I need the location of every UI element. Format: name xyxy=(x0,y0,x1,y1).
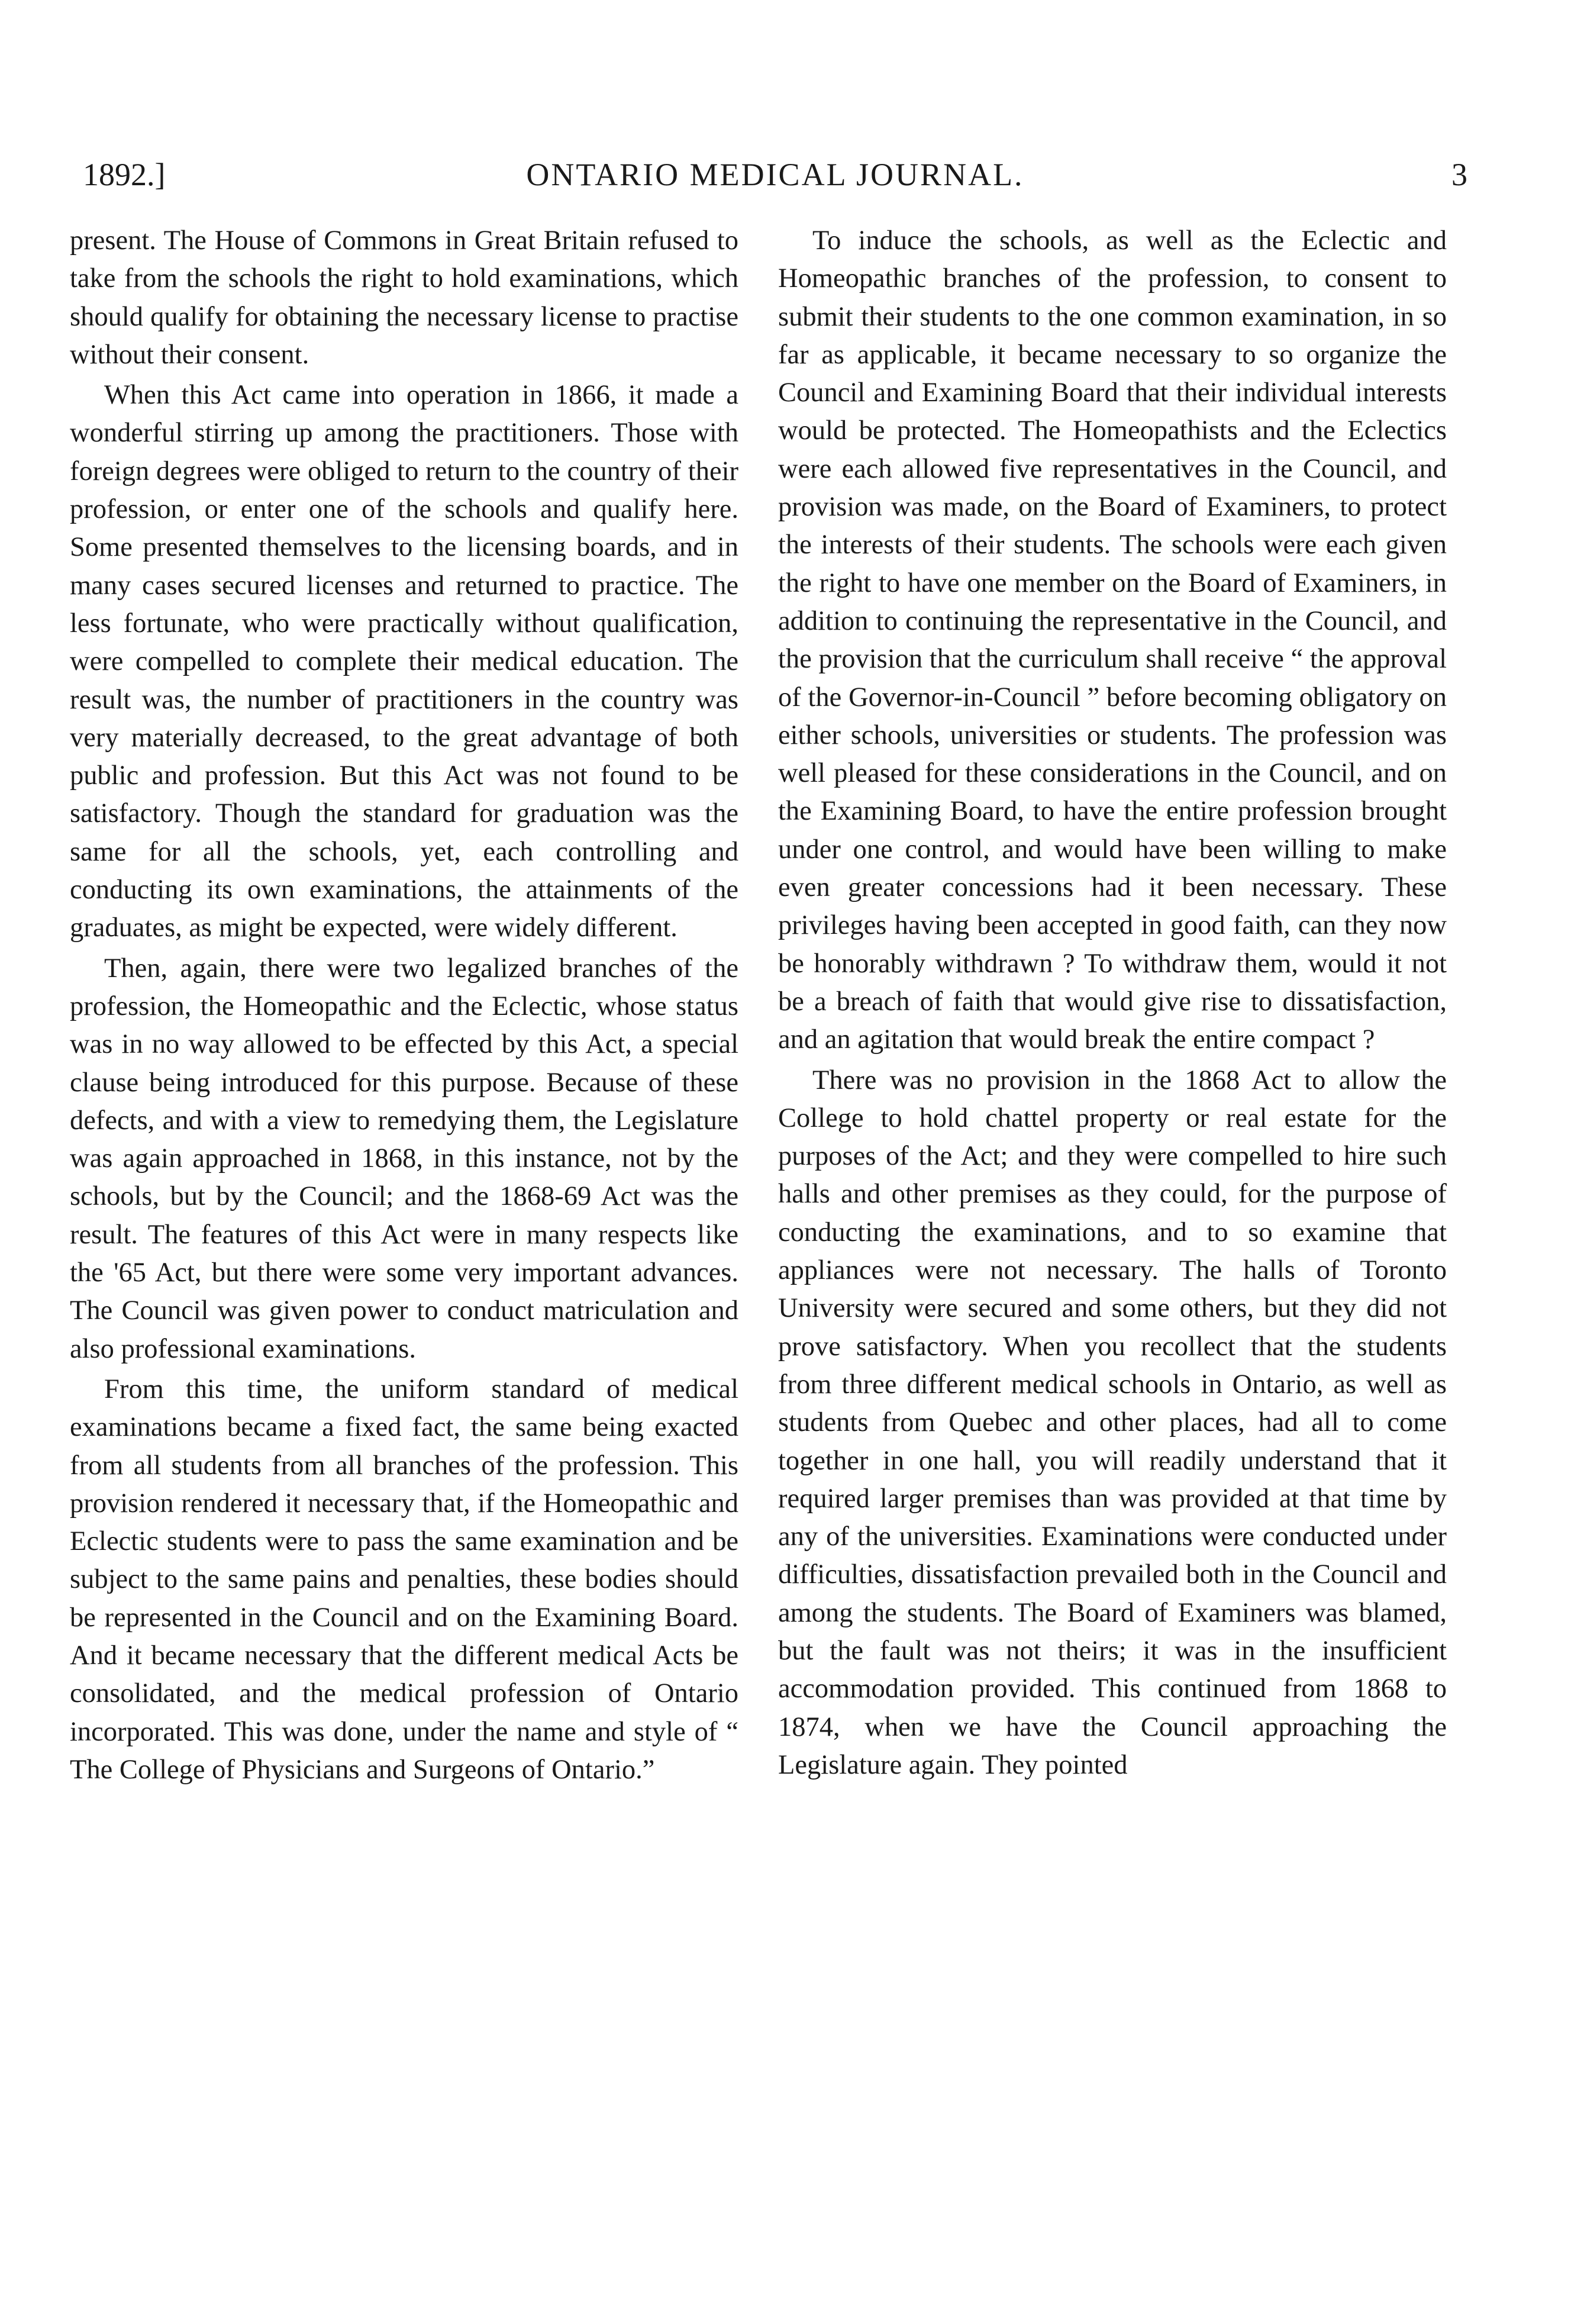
right-column xyxy=(778,222,1447,1784)
left-paragraph-3: Then, again, there were two legalized branches of the profession, the Homeopathic and the Eclectic, whose status was in no way allowed to be effected by this Act, a special clause being introduced for this purpose. Because of these defects, and with a view to remedying them, the Legislature was again approached in 1868, in this instance, not by the schools, but by the Council; and the 1868-69 Act was the result. The features of this Act were in many respects like the '65 Act, but there were some very important advances. The Council was given power to conduct matriculation and also professional examinations. xyxy=(70,953,738,1364)
page-number: 3 xyxy=(1451,157,1467,192)
running-head xyxy=(83,151,1467,198)
left-column xyxy=(70,222,738,1789)
left-paragraph-1: present. The House of Commons in Great Britain refused to take from the schools the right to hold examinations, which should qualify for obtaining the necessary license to practise without their consent. xyxy=(70,225,738,370)
journal-title: ONTARIO MEDICAL JOURNAL. xyxy=(526,157,1024,192)
right-paragraph-1: To induce the schools, as well as the Eclectic and Homeopathic branches of the profession, to consent to submit their students to the one common examination, in so far as applicable, it became necessary to so organize the Council and Examining Board that their individual interests would be protected. The Homeopathists and the Eclectics were each allowed five representatives in the Council, and provision was made, on the Board of Examiners, to protect the interests of their students. The schools were each given the right to have one member on the Board of Examiners, in addition to continuing the representative in the Council, and the provision that the curriculum shall receive “ the approval of the Governor-in-Council ” before becoming obligatory on either schools, universities or students. The profession was well pleased for these considerations in the Council, and on the Examining Board, to have the entire profession brought under one control, and would have been willing to make even greater concessions had it been necessary. These privileges having been accepted in good faith, can they now be honorably withdrawn ? To withdraw them, would it not be a breach of faith that would give rise to dissatisfaction, and an agitation that would break the entire compact ? xyxy=(778,225,1447,1055)
left-paragraph-2: When this Act came into operation in 1866, it made a wonderful stirring up among the practitioners. Those with foreign degrees were obliged to return to the country of their profession, or enter one of the schools and qualify here. Some presented themselves to the licensing boards, and in many cases secured licenses and returned to practice. The less fortunate, who were practically without qualification, were compelled to complete their medical education. The result was, the number of practitioners in the country was very materially decreased, to the great advantage of both public and profession. But this Act was not found to be satisfactory. Though the standard for graduation was the same for all the schools, yet, each controlling and conducting its own examinations, the attainments of the graduates, as might be expected, were widely different. xyxy=(70,380,738,943)
header-year: 1892.] xyxy=(83,157,166,192)
left-paragraph-4: From this time, the uniform standard of medical examinations became a fixed fact, the same being exacted from all students from all branches of the profession. This provision rendered it necessary that, if the Homeopathic and Eclectic students were to pass the same examination and be subject to the same pains and penalties, these bodies should be represented in the Council and on the Examining Board. And it became necessary that the different medical Acts be consolidated, and the medical profession of Ontario incorporated. This was done, under the name and style of “ The College of Physicians and Surgeons of Ontario.” xyxy=(70,1374,738,1785)
right-paragraph-2: There was no provision in the 1868 Act to allow the College to hold chattel property or real estate for the purposes of the Act; and they were compelled to hire such halls and other premises as they could, for the purpose of conducting the examinations, and to so examine that appliances were not necessary. The halls of Toronto University were secured and some others, but they did not prove satisfactory. When you recollect that the students from three different medical schools in Ontario, as well as students from Quebec and other places, had all to come together in one hall, you will readily understand that it required larger premises than was provided at that time by any of the universities. Examinations were conducted under difficulties, dissatisfaction prevailed both in the Council and among the students. The Board of Examiners was blamed, but the fault was not theirs; it was in the insufficient accommodation provided. This continued from 1868 to 1874, when we have the Council approaching the Legislature again. They pointed xyxy=(778,1065,1447,1780)
